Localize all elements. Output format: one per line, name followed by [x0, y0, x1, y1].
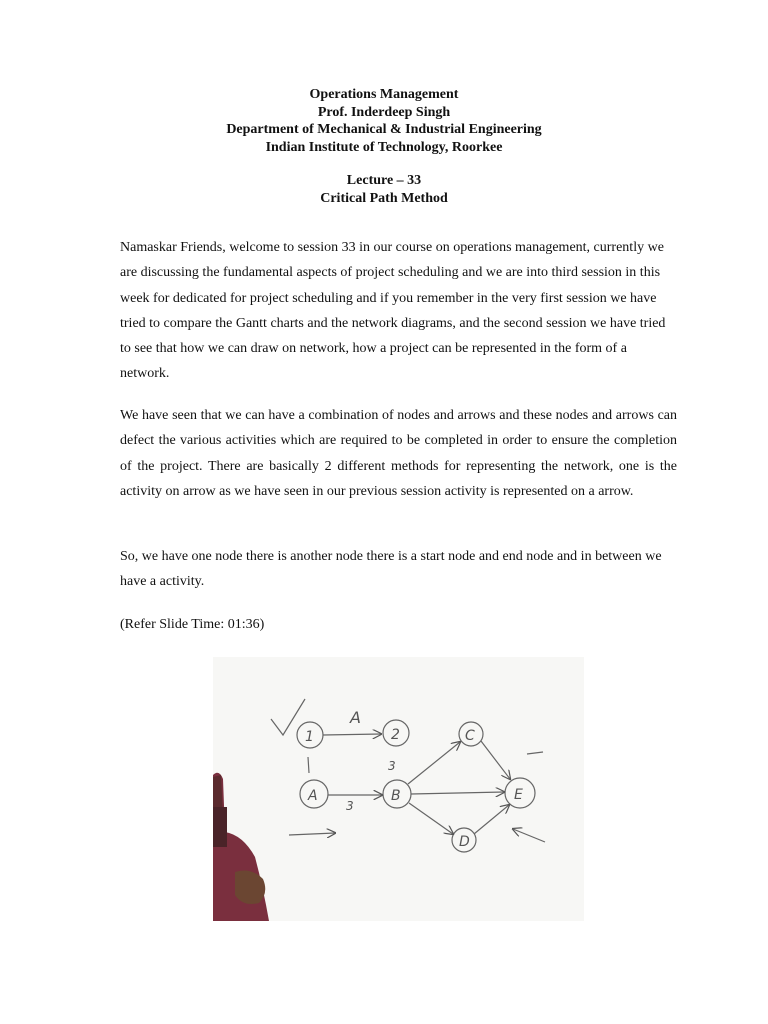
department-name: Department of Mechanical & Industrial Engineering [226, 122, 542, 137]
node-label-b: B [391, 788, 401, 804]
whiteboard-network-diagram [213, 657, 584, 921]
paragraph-nodes: So, we have one node there is another node there is a start node and end node and in between we have a activity. [120, 549, 662, 590]
lecture-title: Critical Path Method [320, 190, 448, 206]
node-label-1: 1 [305, 729, 314, 745]
node-label-d: D [459, 834, 470, 850]
course-title: Operations Management [309, 87, 459, 102]
node-label-c: C [465, 728, 475, 744]
professor-name: Prof. Inderdeep Singh [317, 104, 451, 120]
institute-name: Indian Institute of Technology, Roorkee [265, 139, 503, 155]
node-label-a: A [308, 788, 318, 804]
paragraph-network: We have seen that we can have a combination of nodes and arrows and these nodes and arrows can defect the various activities which are required to be completed in order to ensure the completion of the project. There are basically 2 different methods for representing the network, one is the activity on arrow as we have seen in our previous session activity is represented on a arrow. [120, 408, 677, 499]
node-label-2: 2 [391, 727, 400, 743]
slide-reference: (Refer Slide Time: 01:36) [120, 617, 265, 632]
node-label-e: E [514, 787, 523, 803]
arrow-label-a: A [350, 708, 361, 727]
lecture-slide-image [213, 657, 584, 921]
lecture-number: Lecture – 33 [346, 173, 422, 188]
lecture-heading [0, 172, 768, 207]
number-label: 3 [388, 759, 396, 773]
number-label: 3 [346, 799, 354, 813]
document-header [0, 86, 768, 156]
paragraph-intro: Namaskar Friends, welcome to session 33 in our course on operations management, currently we are discussing the fundamental aspects of project scheduling and we are into third session in this week for dedicated for project scheduling and if you remember in the very first session we have tried to compare the Gantt charts and the network diagrams, and the second session we have tried to see that how we can draw on network, how a project can be represented in the form of a network. [120, 240, 666, 382]
